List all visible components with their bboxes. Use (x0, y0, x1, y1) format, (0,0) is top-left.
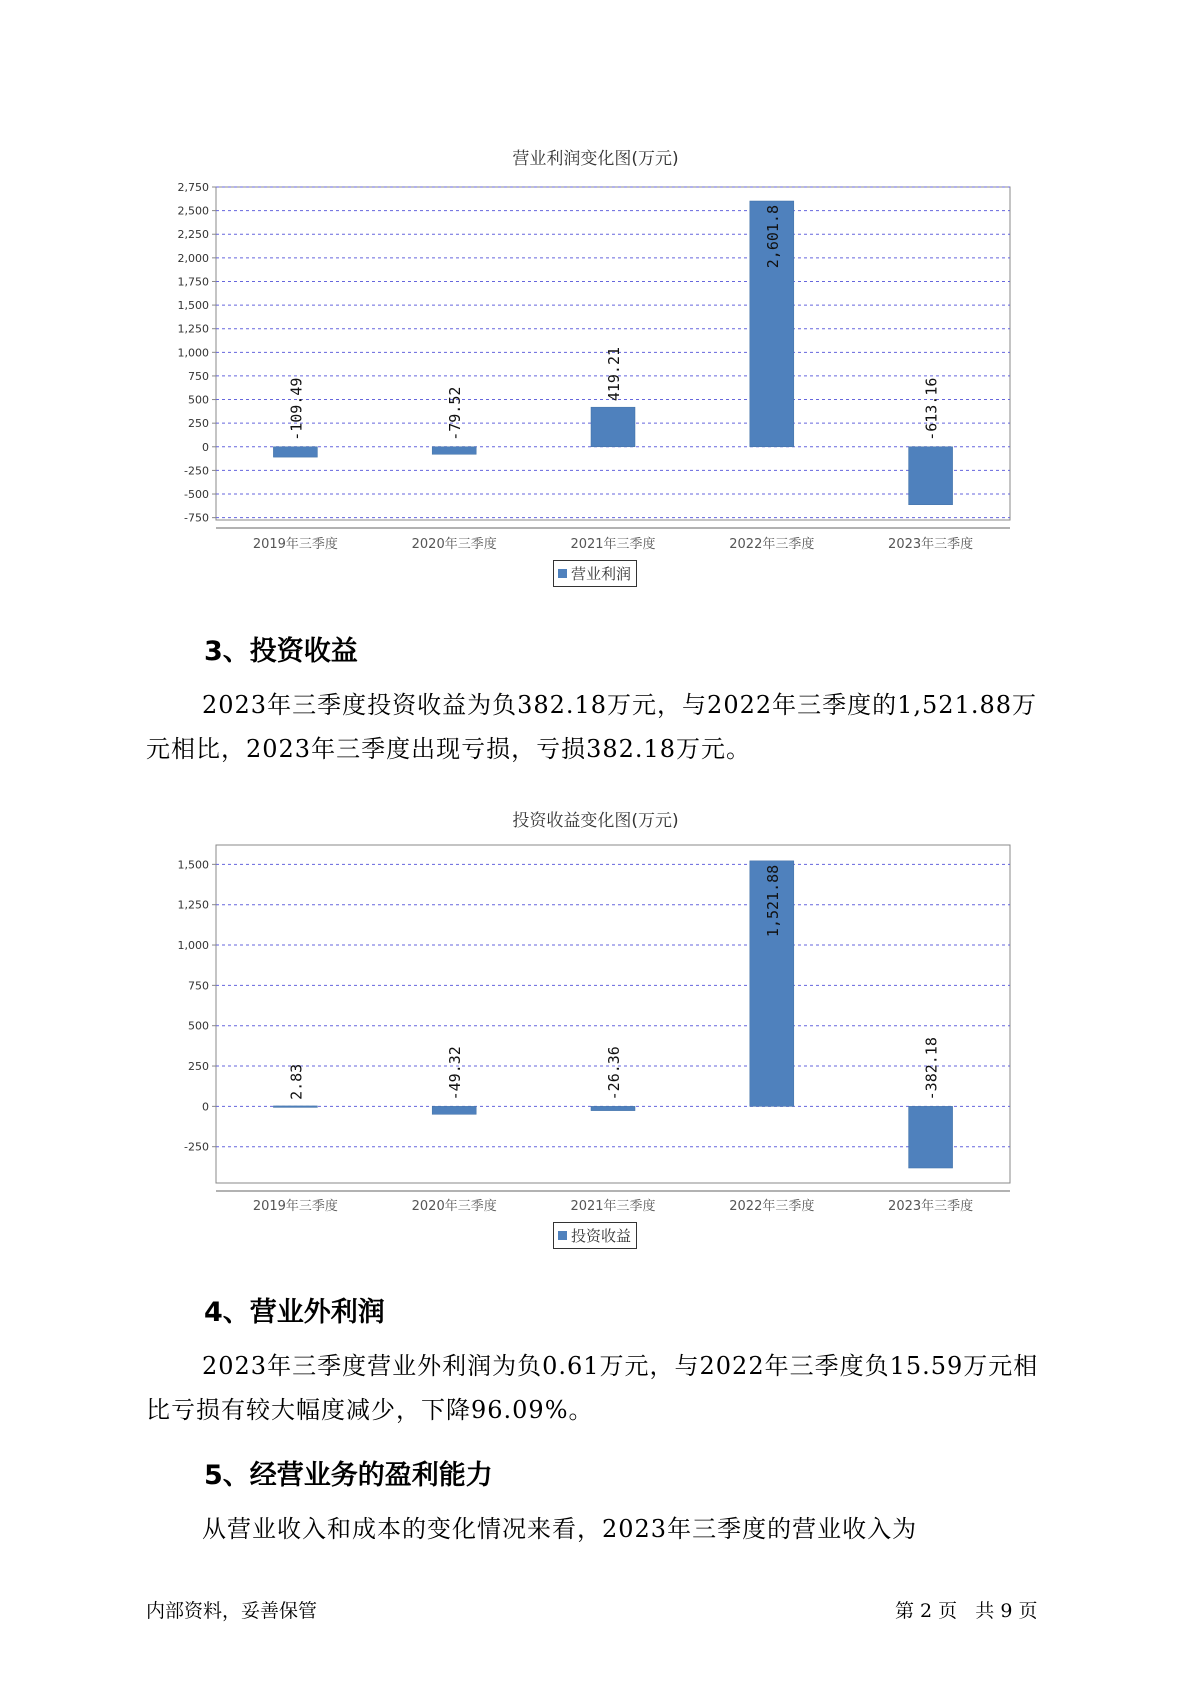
footer-left: 内部资料，妥善保管 (146, 1600, 318, 1622)
y-tick-label: 500 (188, 393, 209, 407)
y-tick-label: 750 (188, 979, 209, 993)
chart1-legend (553, 560, 637, 587)
section4-paragraph: 2023年三季度营业外利润为负0.61万元，与2022年三季度负15.59万元相比亏损有较大幅度减少，下降96.09%。 (146, 1352, 1039, 1424)
y-tick-label: 1,750 (177, 275, 209, 289)
x-tick-label: 2019年三季度 (252, 537, 338, 552)
section5-paragraph: 从营业收入和成本的变化情况来看，2023年三季度的营业收入为 (202, 1515, 918, 1543)
x-tick-label: 2020年三季度 (411, 1199, 497, 1214)
bar (591, 407, 635, 447)
data-label: -49.32 (446, 1046, 465, 1101)
bar (909, 1106, 953, 1168)
y-tick-label: 1,000 (177, 346, 209, 360)
y-tick-label: 500 (188, 1019, 209, 1033)
y-tick-label: 1,500 (177, 299, 209, 313)
y-tick-label: 750 (188, 369, 209, 383)
x-tick-label: 2021年三季度 (570, 1199, 656, 1214)
y-tick-label: 1,000 (177, 939, 209, 953)
y-tick-label: 250 (188, 1060, 209, 1074)
section5-heading: 5、经营业务的盈利能力 (204, 1460, 493, 1491)
data-label: -79.52 (446, 386, 465, 441)
bar (273, 1106, 317, 1108)
y-tick-label: -250 (184, 1140, 209, 1154)
section3-paragraph: 2023年三季度投资收益为负382.18万元，与2022年三季度的1,521.88万元相比，2023年三季度出现亏损，亏损382.18万元。 (146, 691, 1038, 763)
x-tick-label: 2023年三季度 (888, 537, 974, 552)
chart2-title: 投资收益变化图(万元) (512, 811, 679, 831)
y-tick-label: 0 (202, 440, 209, 454)
data-label: 419.21 (605, 346, 623, 402)
x-tick-label: 2022年三季度 (729, 1199, 815, 1214)
y-tick-label: 1,250 (177, 898, 209, 912)
y-tick-label: 250 (188, 417, 209, 431)
bar (432, 447, 476, 455)
y-tick-label: 1,500 (177, 858, 209, 872)
chart2-legend-label: 投资收益 (571, 1227, 632, 1245)
legend-swatch-icon (558, 1231, 567, 1240)
data-label: -613.16 (922, 377, 941, 441)
data-label: 2,601.8 (763, 205, 782, 269)
section4-heading: 4、营业外利润 (204, 1297, 385, 1328)
bar (432, 1106, 476, 1114)
x-tick-label: 2020年三季度 (411, 537, 497, 552)
section3-heading: 3、投资收益 (204, 636, 358, 667)
x-tick-label: 2022年三季度 (729, 537, 815, 552)
chart1-legend-label: 营业利润 (571, 565, 632, 583)
y-tick-label: -500 (184, 488, 209, 502)
plot-area (216, 845, 1010, 1183)
data-label: -26.36 (605, 1046, 623, 1101)
bar (591, 1106, 635, 1110)
y-tick-label: 0 (202, 1100, 209, 1114)
y-tick-label: 2,000 (177, 251, 209, 265)
data-label: -382.18 (922, 1037, 941, 1101)
y-tick-label: -250 (184, 464, 209, 478)
chart1-svg (0, 170, 1191, 552)
chart2-legend (553, 1222, 637, 1249)
x-tick-label: 2021年三季度 (570, 537, 656, 552)
chart2-svg (0, 840, 1191, 1220)
y-tick-label: 2,750 (177, 181, 209, 194)
y-tick-label: 1,250 (177, 322, 209, 336)
data-label: 2.83 (287, 1063, 306, 1100)
y-tick-label: -750 (184, 511, 209, 525)
x-tick-label: 2019年三季度 (252, 1199, 338, 1214)
bar (273, 447, 317, 457)
data-label: -109.49 (287, 377, 306, 441)
data-label: 1,521.88 (763, 864, 782, 938)
y-tick-label: 2,250 (177, 228, 209, 242)
legend-swatch-icon (558, 569, 567, 578)
bar (909, 447, 953, 505)
y-tick-label: 2,500 (177, 204, 209, 218)
footer-page-number: 第 2 页 共 9 页 (895, 1600, 1038, 1622)
chart1-title: 营业利润变化图(万元) (512, 149, 679, 169)
x-tick-label: 2023年三季度 (888, 1199, 974, 1214)
